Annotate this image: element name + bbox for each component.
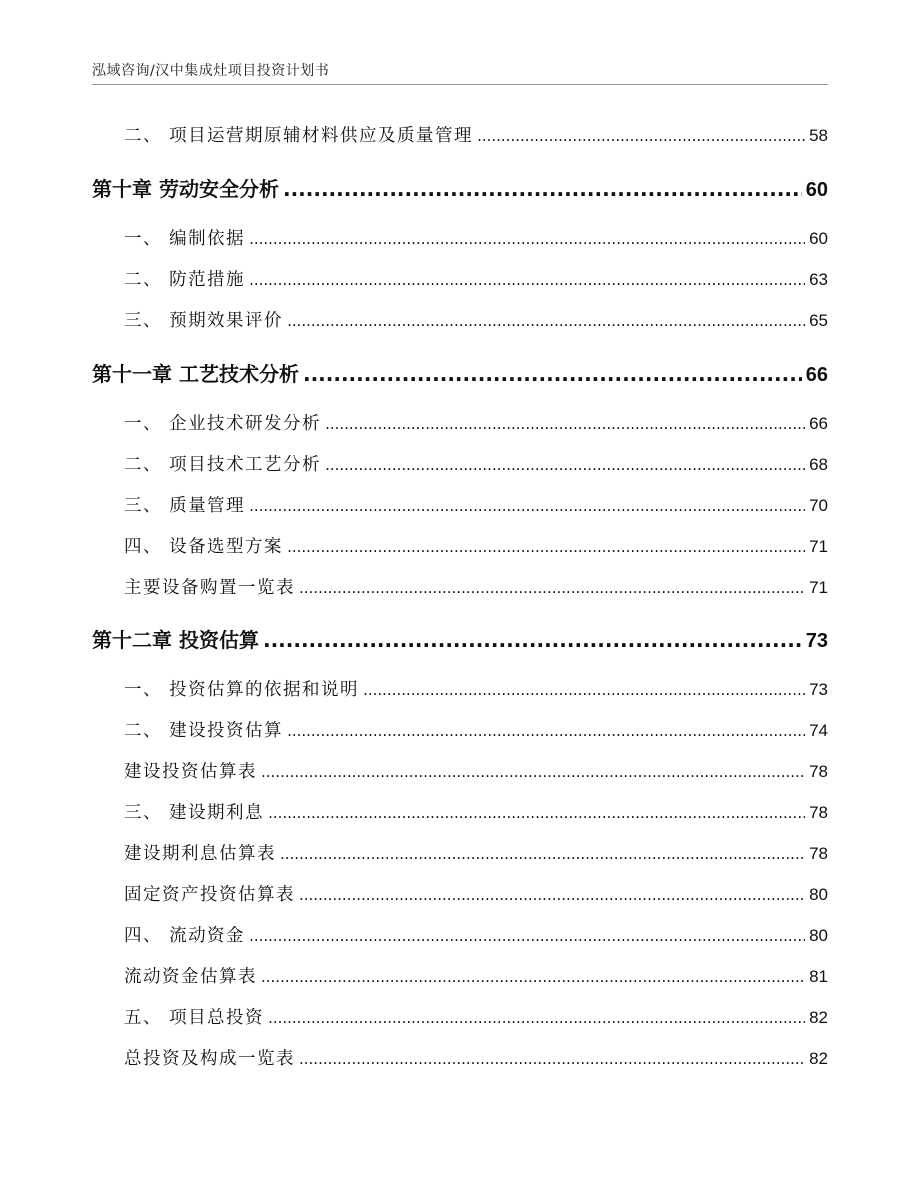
toc-entry-label: 主要设备购置一览表 — [124, 578, 295, 598]
toc-entry[interactable] — [124, 1004, 828, 1029]
toc-entry-page: 82 — [809, 1008, 828, 1027]
toc-leader-dots — [325, 414, 805, 434]
toc-entry-page: 66 — [805, 364, 828, 386]
toc-leader-dots — [249, 270, 805, 290]
toc-entry-page: 58 — [809, 126, 828, 145]
toc-entry-page: 81 — [809, 967, 828, 986]
toc-entry-page: 80 — [809, 926, 828, 945]
toc-entry-label: 第十章 劳动安全分析 — [92, 177, 279, 201]
toc-entry[interactable] — [124, 410, 828, 435]
toc-entry[interactable] — [124, 266, 828, 291]
toc-entry[interactable] — [124, 881, 828, 906]
toc-entry[interactable] — [124, 717, 828, 742]
toc-entry-label: 第十一章 工艺技术分析 — [92, 362, 299, 386]
toc-entry-label: 一、 投资估算的依据和说明 — [124, 680, 360, 700]
toc-entry-page: 78 — [809, 803, 828, 822]
toc-leader-dots — [249, 496, 805, 516]
toc-leader-dots — [299, 1049, 805, 1069]
toc-entry-page: 78 — [809, 762, 828, 781]
toc-entry[interactable] — [124, 1045, 828, 1070]
toc-entry-label: 五、 项目总投资 — [124, 1008, 265, 1028]
toc-leader-dots — [303, 362, 802, 386]
toc-entry-label: 建设投资估算表 — [124, 762, 257, 782]
toc-leader-dots — [287, 537, 805, 557]
toc-entry[interactable] — [124, 451, 828, 476]
toc-leader-dots — [299, 885, 805, 905]
toc-entry-label: 一、 编制依据 — [124, 229, 246, 249]
toc-entry-page: 60 — [809, 229, 828, 248]
toc-leader-dots — [249, 229, 805, 249]
toc-entry[interactable] — [124, 533, 828, 558]
toc-entry[interactable] — [124, 307, 828, 332]
toc-chapter-entry[interactable] — [92, 358, 828, 387]
toc-leader-dots — [363, 680, 805, 700]
toc-leader-dots — [263, 628, 802, 652]
toc-entry[interactable] — [124, 799, 828, 824]
toc-leader-dots — [283, 177, 802, 201]
toc-entry-label: 固定资产投资估算表 — [124, 885, 295, 905]
toc-entry-page: 68 — [809, 455, 828, 474]
toc-leader-dots — [325, 455, 805, 475]
toc-entry[interactable] — [124, 122, 828, 147]
toc-entry[interactable] — [124, 225, 828, 250]
toc-entry-label: 一、 企业技术研发分析 — [124, 414, 322, 434]
header-divider — [92, 84, 828, 85]
toc-leader-dots — [268, 803, 805, 823]
toc-entry-page: 60 — [805, 179, 828, 201]
toc-entry-label: 流动资金估算表 — [124, 967, 257, 987]
toc-leader-dots — [261, 967, 805, 987]
toc-entry-page: 66 — [809, 414, 828, 433]
toc-entry[interactable] — [124, 922, 828, 947]
toc-entry-page: 71 — [809, 537, 828, 556]
toc-entry-label: 二、 项目运营期原辅材料供应及质量管理 — [124, 126, 474, 146]
toc-chapter-entry[interactable] — [92, 173, 828, 202]
toc-entry-label: 二、 建设投资估算 — [124, 721, 284, 741]
toc-entry-label: 四、 流动资金 — [124, 926, 246, 946]
toc-entry[interactable] — [124, 574, 828, 599]
document-header: 泓域咨询/汉中集成灶项目投资计划书 — [92, 63, 330, 79]
toc-entry-label: 二、 防范措施 — [124, 270, 246, 290]
toc-entry-page: 71 — [809, 578, 828, 597]
toc-entry-label: 二、 项目技术工艺分析 — [124, 455, 322, 475]
toc-entry-label: 四、 设备选型方案 — [124, 537, 284, 557]
toc-leader-dots — [268, 1008, 805, 1028]
toc-entry-label: 三、 质量管理 — [124, 496, 246, 516]
toc-entry[interactable] — [124, 840, 828, 865]
toc-entry-page: 70 — [809, 496, 828, 515]
toc-entry-page: 82 — [809, 1049, 828, 1068]
toc-entry-label: 三、 预期效果评价 — [124, 311, 284, 331]
toc-entry[interactable] — [124, 758, 828, 783]
toc-leader-dots — [249, 926, 805, 946]
toc-entry[interactable] — [124, 676, 828, 701]
toc-entry-page: 73 — [805, 630, 828, 652]
toc-entry-page: 74 — [809, 721, 828, 740]
toc-entry-page: 78 — [809, 844, 828, 863]
toc-entry-label: 三、 建设期利息 — [124, 803, 265, 823]
toc-entry-page: 73 — [809, 680, 828, 699]
toc-leader-dots — [287, 721, 805, 741]
toc-entry-label: 建设期利息估算表 — [124, 844, 276, 864]
toc-leader-dots — [261, 762, 805, 782]
toc-leader-dots — [287, 311, 805, 331]
toc-entry-label: 总投资及构成一览表 — [124, 1049, 295, 1069]
toc-entry-page: 63 — [809, 270, 828, 289]
toc-leader-dots — [280, 844, 805, 864]
toc-entry-page: 80 — [809, 885, 828, 904]
toc-entry[interactable] — [124, 492, 828, 517]
toc-leader-dots — [477, 126, 805, 146]
toc-entry[interactable] — [124, 963, 828, 988]
toc-leader-dots — [299, 578, 805, 598]
toc-chapter-entry[interactable] — [92, 624, 828, 653]
toc-entry-page: 65 — [809, 311, 828, 330]
toc-entry-label: 第十二章 投资估算 — [92, 628, 259, 652]
